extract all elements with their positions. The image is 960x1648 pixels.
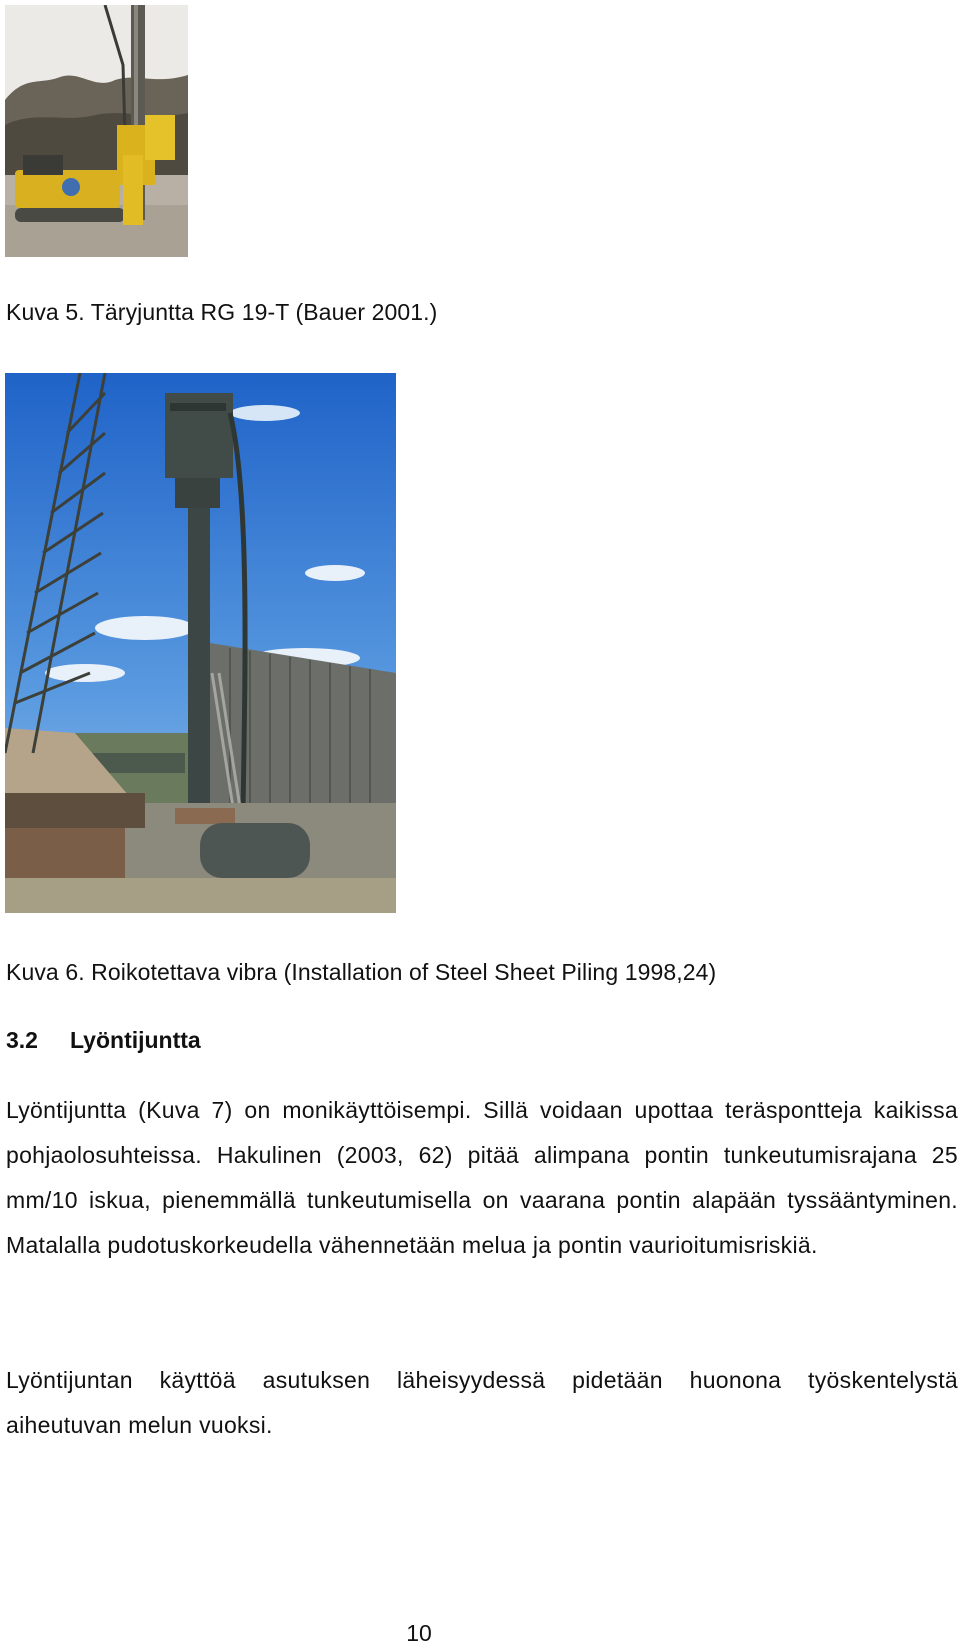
sheet-piling-photo-illustration [5, 373, 396, 913]
figure-5-caption: Kuva 5. Täryjuntta RG 19-T (Bauer 2001.) [6, 299, 438, 325]
paragraph-2: Lyöntijuntan käyttöä asutuksen läheisyydessä pidetään huonona työskentelystä aiheutuvan melun vuoksi. [6, 1367, 958, 1438]
section-heading [6, 1027, 201, 1054]
page-number: 10 [406, 1620, 432, 1646]
figure-5-photo [5, 5, 188, 257]
paragraph-1: Lyöntijuntta (Kuva 7) on monikäyttöisempi. Sillä voidaan upottaa teräspontteja kaikissa pohjaolosuhteissa. Hakulinen (2003, 62) pitää alimpana pontin tunkeutumisrajana 25 mm/10 iskua, pienemmällä tunkeutumisella on vaarana pontin alapään tyssääntyminen. Matalalla pudotuskorkeudella vähennetään melua ja pontin vaurioitumisriskiä. [6, 1097, 958, 1258]
rig-photo-illustration [5, 5, 188, 257]
figure-6-caption: Kuva 6. Roikotettava vibra (Installation of Steel Sheet Piling 1998,24) [6, 959, 717, 985]
figure-6-photo [5, 373, 396, 913]
section-number: 3.2 [6, 1027, 38, 1053]
section-title: Lyöntijuntta [69, 1027, 201, 1053]
